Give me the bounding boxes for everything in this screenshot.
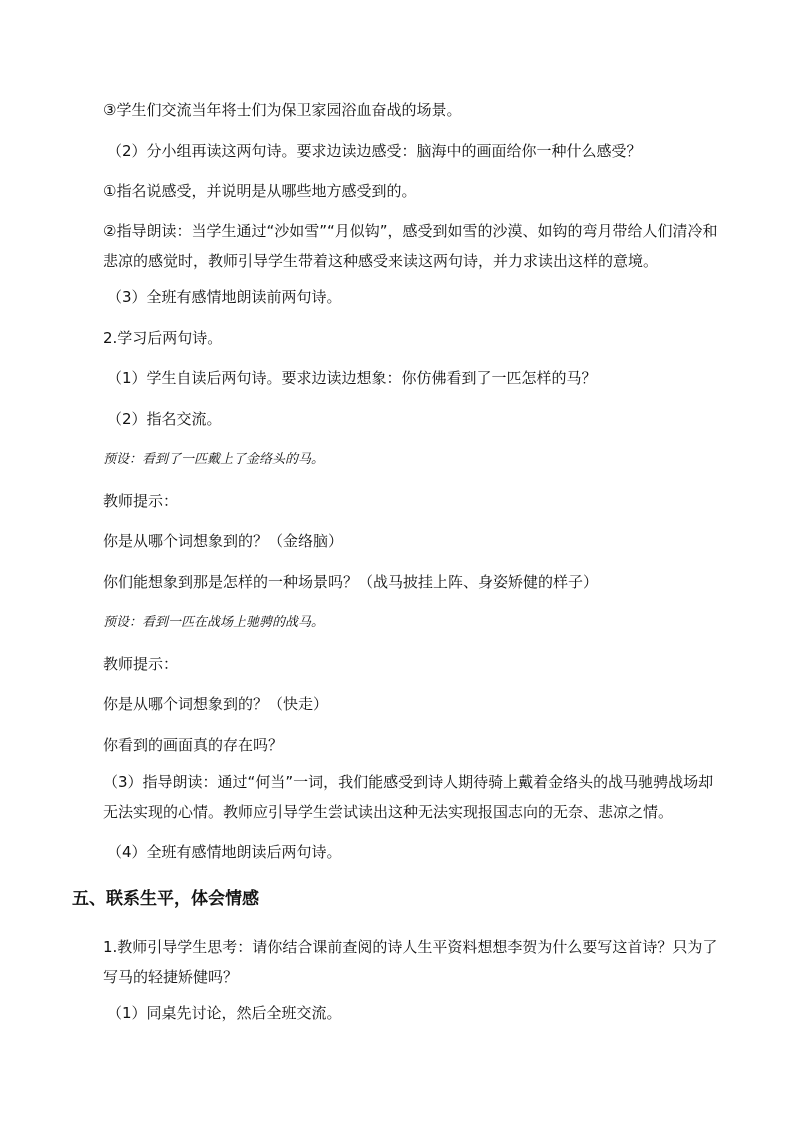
- paragraph: 1.教师引导学生思考：请你结合课前查阅的诗人生平资料想想李贺为什么要写这首诗？只为了写马的轻捷矫健吗？: [103, 938, 718, 986]
- paragraph: （2）指名交流。: [107, 410, 222, 428]
- paragraph: （1）同桌先讨论，然后全班交流。: [107, 1004, 342, 1022]
- paragraph: 你是从哪个词想象到的？（快走）: [103, 695, 329, 713]
- paragraph-preset: 预设：看到一匹在战场上驰骋的战马。: [103, 615, 325, 630]
- section-heading: 五、联系生平，体会情感: [72, 889, 259, 909]
- paragraph: 2.学习后两句诗。: [103, 329, 223, 347]
- paragraph: 你们能想象到那是怎样的一种场景吗？（战马披挂上阵、身姿矫健的样子）: [103, 573, 599, 591]
- paragraph: （3）全班有感情地朗读前两句诗。: [107, 288, 342, 306]
- paragraph: （2）分小组再读这两句诗。要求边读边感受：脑海中的画面给你一种什么感受？: [107, 142, 642, 160]
- paragraph-preset: 预设：看到了一匹戴上了金络头的马。: [103, 452, 325, 467]
- paragraph: ①指名说感受，并说明是从哪些地方感受到的。: [103, 182, 417, 200]
- paragraph: （1）学生自读后两句诗。要求边读边想象：你仿佛看到了一匹怎样的马？: [107, 369, 597, 387]
- paragraph: 你看到的画面真的存在吗？: [103, 736, 284, 754]
- paragraph: （3）指导朗读：通过“何当”一词，我们能感受到诗人期待骑上戴着金络头的战马驰骋战场却无法实现的心情。教师应引导学生尝试读出这种无法实现报国志向的无奈、悲凉之情。: [103, 773, 714, 821]
- paragraph: ③学生们交流当年将士们为保卫家园浴血奋战的场景。: [103, 101, 462, 119]
- paragraph: （4）全班有感情地朗读后两句诗。: [107, 843, 342, 861]
- paragraph: 你是从哪个词想象到的？（金络脑）: [103, 532, 344, 550]
- paragraph: 教师提示：: [103, 655, 179, 673]
- paragraph: ②指导朗读：当学生通过“沙如雪”“月似钩”，感受到如雪的沙漠、如钩的弯月带给人们清冷和悲凉的感觉时，教师引导学生带着这种感受来读这两句诗，并力求读出这样的意境。: [103, 222, 718, 270]
- paragraph: 教师提示：: [103, 492, 179, 510]
